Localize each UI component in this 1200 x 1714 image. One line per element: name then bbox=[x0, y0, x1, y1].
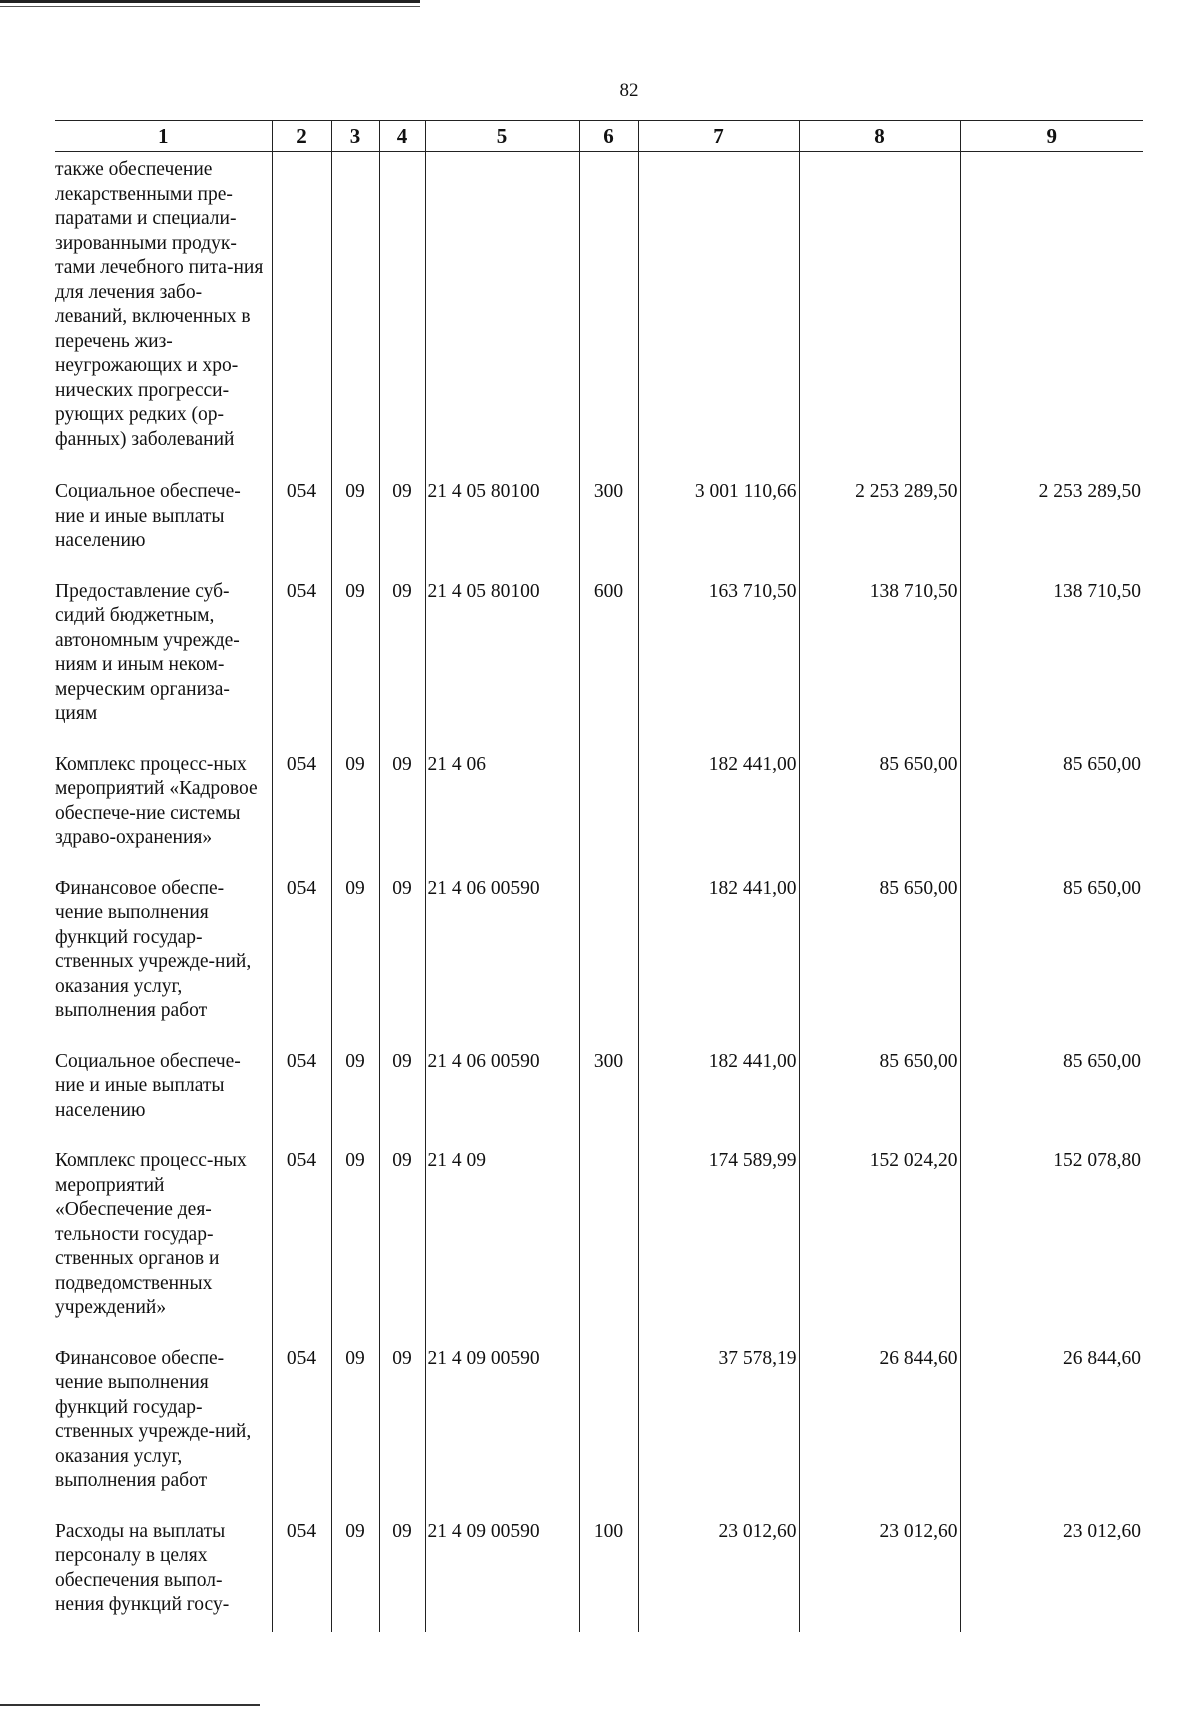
cell-c5: 21 4 05 80100 bbox=[425, 568, 579, 741]
cell-c9: 85 650,00 bbox=[960, 741, 1143, 865]
cell-c2 bbox=[272, 152, 331, 469]
cell-c5: 21 4 06 00590 bbox=[425, 1038, 579, 1138]
cell-c3: 09 bbox=[331, 865, 379, 1038]
column-header: 6 bbox=[579, 121, 638, 152]
cell-c9 bbox=[960, 152, 1143, 469]
table-row bbox=[55, 152, 1143, 469]
cell-c9: 85 650,00 bbox=[960, 1038, 1143, 1138]
row-name: Социальное обеспече-ние и иные выплаты населению bbox=[55, 1050, 241, 1121]
cell-c8: 26 844,60 bbox=[799, 1335, 960, 1508]
row-name: Предоставление суб-сидий бюджетным, автономным учрежде-ниям и иным неком-мерческим организа-циям bbox=[55, 580, 240, 724]
cell-c4 bbox=[379, 152, 425, 469]
scan-artifact-bottom bbox=[0, 1704, 260, 1706]
cell-c4: 09 bbox=[379, 1137, 425, 1335]
row-name: Комплекс процесс-ных мероприятий «Обеспечение дея-тельности государ-ственных органов и подведомственных учреждений» bbox=[55, 1150, 247, 1318]
cell-c5: 21 4 09 00590 bbox=[425, 1335, 579, 1508]
column-header: 7 bbox=[638, 121, 799, 152]
page-number: 82 bbox=[619, 80, 639, 101]
cell-c3: 09 bbox=[331, 1508, 379, 1632]
column-header: 2 bbox=[272, 121, 331, 152]
cell-c5: 21 4 06 00590 bbox=[425, 865, 579, 1038]
row-name: Финансовое обеспе-чение выполнения функций государ-ственных учрежде-ний, оказания услуг, выполнения работ bbox=[55, 1347, 252, 1491]
cell-c9: 2 253 289,50 bbox=[960, 468, 1143, 568]
cell-c8: 2 253 289,50 bbox=[799, 468, 960, 568]
table-row bbox=[55, 568, 1143, 741]
row-name: Социальное обеспече-ние и иные выплаты населению bbox=[55, 481, 241, 551]
cell-c5: 21 4 09 00590 bbox=[425, 1508, 579, 1632]
column-header: 4 bbox=[379, 121, 425, 152]
cell-c2: 054 bbox=[272, 1335, 331, 1508]
cell-c3: 09 bbox=[331, 741, 379, 865]
row-name: Расходы на выплаты персоналу в целях обеспечения выпол-нения функций госу- bbox=[55, 1520, 230, 1615]
cell-c8: 138 710,50 bbox=[799, 568, 960, 741]
table-row bbox=[55, 741, 1143, 865]
cell-c7 bbox=[638, 152, 799, 469]
cell-c7: 174 589,99 bbox=[638, 1137, 799, 1335]
cell-c2: 054 bbox=[272, 865, 331, 1038]
table-row bbox=[55, 1137, 1143, 1335]
row-name: также обеспечение лекарственными пре-паратами и специали-зированными продук-тами лечебного пита-ния для лечения забо-леваний, включенных в перечень жиз-неугрожающих и хро-нических прогресси-рующих редких (ор-фанных) заболеваний bbox=[55, 159, 264, 450]
cell-c3: 09 bbox=[331, 468, 379, 568]
cell-c3: 09 bbox=[331, 568, 379, 741]
cell-c7: 37 578,19 bbox=[638, 1335, 799, 1508]
cell-c6: 100 bbox=[579, 1508, 638, 1632]
cell-c4: 09 bbox=[379, 1038, 425, 1138]
cell-c8: 85 650,00 bbox=[799, 1038, 960, 1138]
cell-c4: 09 bbox=[379, 1508, 425, 1632]
cell-c4: 09 bbox=[379, 568, 425, 741]
cell-c3: 09 bbox=[331, 1335, 379, 1508]
cell-c2: 054 bbox=[272, 468, 331, 568]
cell-c6 bbox=[579, 741, 638, 865]
scan-artifact-top-thin bbox=[0, 6, 420, 7]
cell-c7: 182 441,00 bbox=[638, 741, 799, 865]
cell-c9: 85 650,00 bbox=[960, 865, 1143, 1038]
cell-c3 bbox=[331, 152, 379, 469]
cell-c4: 09 bbox=[379, 468, 425, 568]
cell-c6 bbox=[579, 1137, 638, 1335]
cell-c5 bbox=[425, 152, 579, 469]
cell-c6: 300 bbox=[579, 468, 638, 568]
cell-c7: 23 012,60 bbox=[638, 1508, 799, 1632]
cell-c9: 152 078,80 bbox=[960, 1137, 1143, 1335]
cell-c9: 26 844,60 bbox=[960, 1335, 1143, 1508]
column-header: 1 bbox=[55, 121, 272, 152]
table-row bbox=[55, 1038, 1143, 1138]
budget-table bbox=[55, 120, 1143, 1632]
cell-c2: 054 bbox=[272, 1137, 331, 1335]
cell-c2: 054 bbox=[272, 1508, 331, 1632]
cell-c3: 09 bbox=[331, 1038, 379, 1138]
cell-c5: 21 4 06 bbox=[425, 741, 579, 865]
column-header: 3 bbox=[331, 121, 379, 152]
table-row bbox=[55, 1508, 1143, 1632]
cell-c4: 09 bbox=[379, 865, 425, 1038]
cell-c9: 138 710,50 bbox=[960, 568, 1143, 741]
table-row bbox=[55, 865, 1143, 1038]
cell-c4: 09 bbox=[379, 741, 425, 865]
cell-c7: 182 441,00 bbox=[638, 1038, 799, 1138]
column-header: 8 bbox=[799, 121, 960, 152]
cell-c8: 85 650,00 bbox=[799, 865, 960, 1038]
table-row bbox=[55, 468, 1143, 568]
cell-c6: 600 bbox=[579, 568, 638, 741]
column-header: 5 bbox=[425, 121, 579, 152]
cell-c8: 23 012,60 bbox=[799, 1508, 960, 1632]
scan-artifact-top bbox=[0, 0, 420, 3]
cell-c2: 054 bbox=[272, 1038, 331, 1138]
cell-c2: 054 bbox=[272, 568, 331, 741]
cell-c6: 300 bbox=[579, 1038, 638, 1138]
row-name: Финансовое обеспе-чение выполнения функций государ-ственных учрежде-ний, оказания услуг, выполнения работ bbox=[55, 877, 252, 1021]
cell-c4: 09 bbox=[379, 1335, 425, 1508]
cell-c2: 054 bbox=[272, 741, 331, 865]
column-header: 9 bbox=[960, 121, 1143, 152]
cell-c7: 3 001 110,66 bbox=[638, 468, 799, 568]
cell-c9: 23 012,60 bbox=[960, 1508, 1143, 1632]
cell-c8: 85 650,00 bbox=[799, 741, 960, 865]
table-row bbox=[55, 1335, 1143, 1508]
cell-c6 bbox=[579, 1335, 638, 1508]
cell-c8: 152 024,20 bbox=[799, 1137, 960, 1335]
cell-c7: 182 441,00 bbox=[638, 865, 799, 1038]
cell-c6 bbox=[579, 865, 638, 1038]
cell-c5: 21 4 09 bbox=[425, 1137, 579, 1335]
cell-c3: 09 bbox=[331, 1137, 379, 1335]
cell-c7: 163 710,50 bbox=[638, 568, 799, 741]
row-name: Комплекс процесс-ных мероприятий «Кадровое обеспече-ние системы здраво-охранения» bbox=[55, 753, 258, 848]
cell-c5: 21 4 05 80100 bbox=[425, 468, 579, 568]
cell-c8 bbox=[799, 152, 960, 469]
cell-c6 bbox=[579, 152, 638, 469]
table-header-row bbox=[55, 121, 1143, 152]
